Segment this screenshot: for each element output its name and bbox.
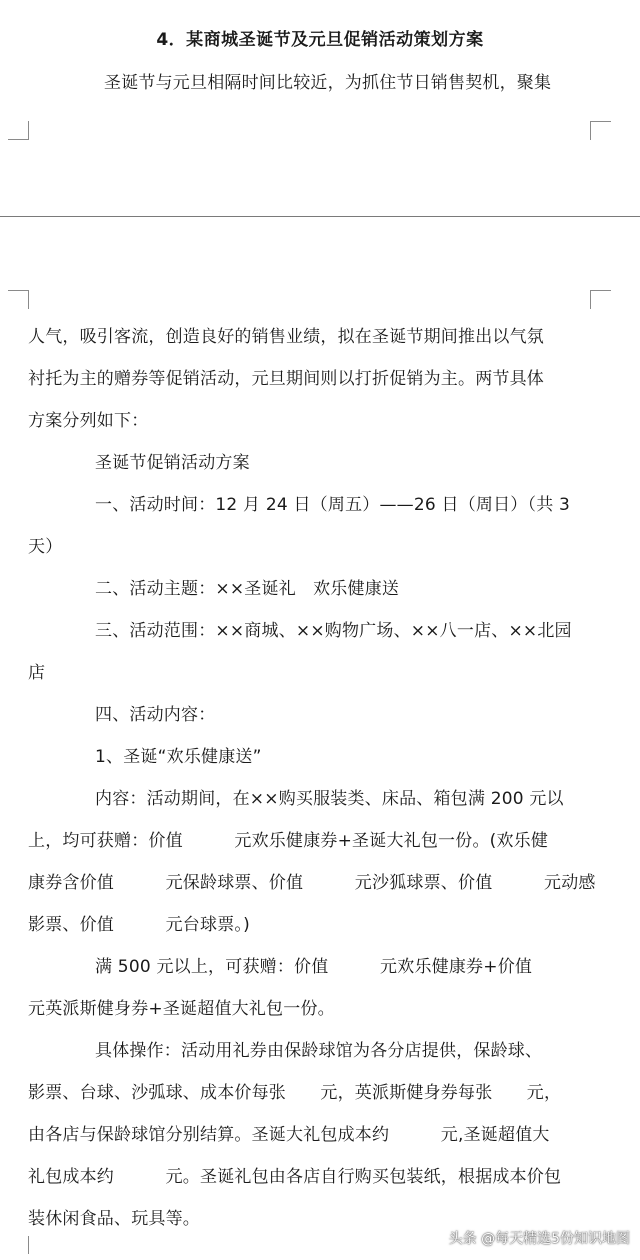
paragraph-line: 三、活动范围：××商城、××购物广场、××八一店、××北园 [95,621,572,641]
paragraph-line: 康券含价值 元保龄球票、价值 元沙狐球票、价值 元动感 [28,873,596,893]
paragraph-line: 一、活动时间：12 月 24 日（周五）——26 日（周日）（共 3 [95,495,571,515]
paragraph-line: 影票、价值 元台球票。) [28,915,250,935]
crop-mark-bottom-left [8,1236,29,1254]
paragraph-line: 天） [28,537,63,557]
paragraph-line: 装休闲食品、玩具等。 [28,1209,200,1229]
paragraph-line: 由各店与保龄球馆分别结算。圣诞大礼包成本约 元,圣诞超值大 [28,1125,550,1145]
paragraph-line: 人气，吸引客流，创造良好的销售业绩，拟在圣诞节期间推出以气氛 [28,327,544,347]
paragraph-line: 四、活动内容： [95,705,216,725]
paragraph-line: 方案分列如下： [28,411,149,431]
paragraph-line: 满 500 元以上，可获赠：价值 元欢乐健康券+价值 [95,957,533,977]
paragraph-line: 内容：活动期间，在××购买服装类、床品、箱包满 200 元以 [95,789,564,809]
paragraph-line: 具体操作：活动用礼券由保龄球馆为各分店提供，保龄球、 [95,1041,543,1061]
document-title: 4．某商城圣诞节及元旦促销活动策划方案 [156,30,484,50]
paragraph-line: 1、圣诞“欢乐健康送” [95,747,262,767]
section-heading: 圣诞节促销活动方案 [95,453,250,473]
paragraph-line: 上，均可获赠：价值 元欢乐健康券+圣诞大礼包一份。(欢乐健 [28,831,549,851]
paragraph-line: 圣诞节与元旦相隔时间比较近，为抓住节日销售契机，聚集 [104,73,552,93]
paragraph-line: 礼包成本约 元。圣诞礼包由各店自行购买包装纸，根据成本价包 [28,1167,562,1187]
crop-mark-top-left [8,121,29,140]
watermark: 头条 @每天精选5份知识地图 [448,1231,630,1247]
paragraph-line: 元英派斯健身券+圣诞超值大礼包一份。 [28,999,335,1019]
crop-mark-page2-left [8,290,29,309]
paragraph-line: 二、活动主题：××圣诞礼 欢乐健康送 [95,579,400,599]
paragraph-line: 衬托为主的赠券等促销活动，元旦期间则以打折促销为主。两节具体 [28,369,544,389]
crop-mark-page2-right [590,290,611,309]
crop-mark-top-right [590,121,611,140]
paragraph-line: 影票、台球、沙弧球、成本价每张 元，英派斯健身券每张 元， [28,1083,562,1103]
paragraph-line: 店 [28,663,46,683]
